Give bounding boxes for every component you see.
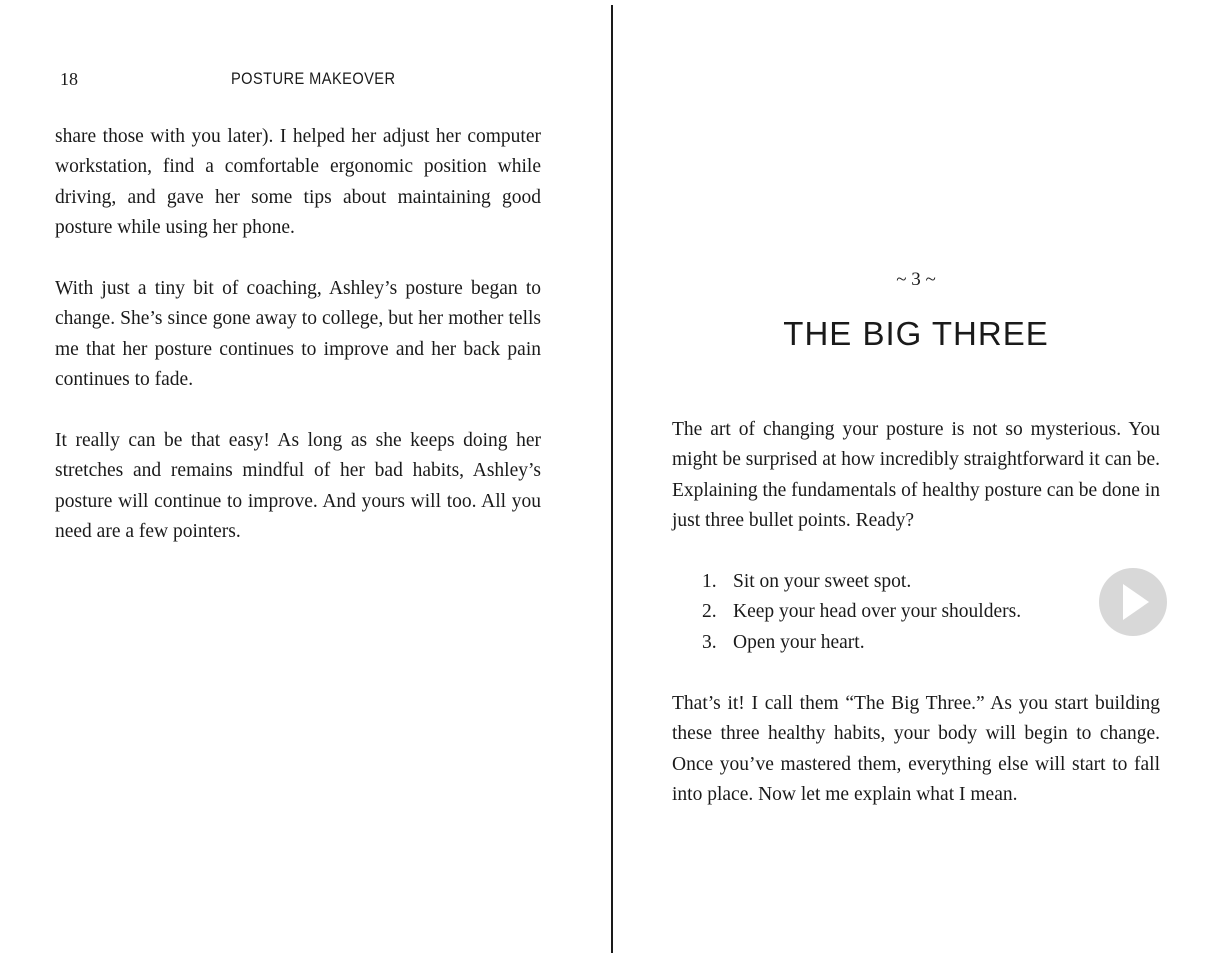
left-page <box>55 0 541 958</box>
page-number: 18 <box>60 69 78 89</box>
list-item <box>702 628 1021 658</box>
play-icon <box>1099 568 1167 636</box>
intro-text <box>672 415 1160 537</box>
left-body-text <box>55 122 541 548</box>
chapter-number: ~ 3 ~ <box>896 269 936 290</box>
list-item-number: 2. <box>702 601 717 623</box>
outro-text <box>672 689 1160 811</box>
list-item-text: Sit on your sweet spot. <box>733 571 912 592</box>
right-page <box>672 0 1160 958</box>
list-item <box>702 597 1021 627</box>
play-button[interactable] <box>1099 568 1167 636</box>
big-three-list <box>702 567 1021 658</box>
chapter-title: THE BIG THREE <box>783 315 1049 352</box>
list-item-text: Open your heart. <box>733 631 865 653</box>
paragraph: That’s it! I call them “The Big Three.” As you start building these three healthy habits, your body will begin to change. Once you’ve mastered them, everything else will start to fall into place. Now let me explain what I mean. <box>672 693 1160 806</box>
page-gutter-divider <box>611 5 613 953</box>
running-head <box>55 66 541 92</box>
paragraph: The art of changing your posture is not so mysterious. You might be surprised at how incredibly straightforward it can be. Explaining the fundamentals of healthy posture can be done in just three bullet points. Ready? <box>672 419 1160 532</box>
paragraph: It really can be that easy! As long as she keeps doing her stretches and remains mindful of her bad habits, Ashley’s posture will continue to improve. And yours will too. All you need are a few pointers. <box>55 430 541 543</box>
list-item-text: Keep your head over your shoulders. <box>733 601 1022 623</box>
list-item-number: 1. <box>702 571 717 592</box>
list-item-number: 3. <box>702 631 717 653</box>
paragraph: share those with you later). I helped her adjust her computer workstation, find a comfortable ergonomic position while driving, and gave her some tips about maintaining good posture while using her phone. <box>55 126 541 239</box>
running-title: POSTURE MAKEOVER <box>231 69 396 88</box>
paragraph: With just a tiny bit of coaching, Ashley’s posture began to change. She’s since gone away to college, but her mother tells me that her posture continues to improve and her back pain continues to fade. <box>55 278 541 391</box>
list-item <box>702 567 1021 597</box>
